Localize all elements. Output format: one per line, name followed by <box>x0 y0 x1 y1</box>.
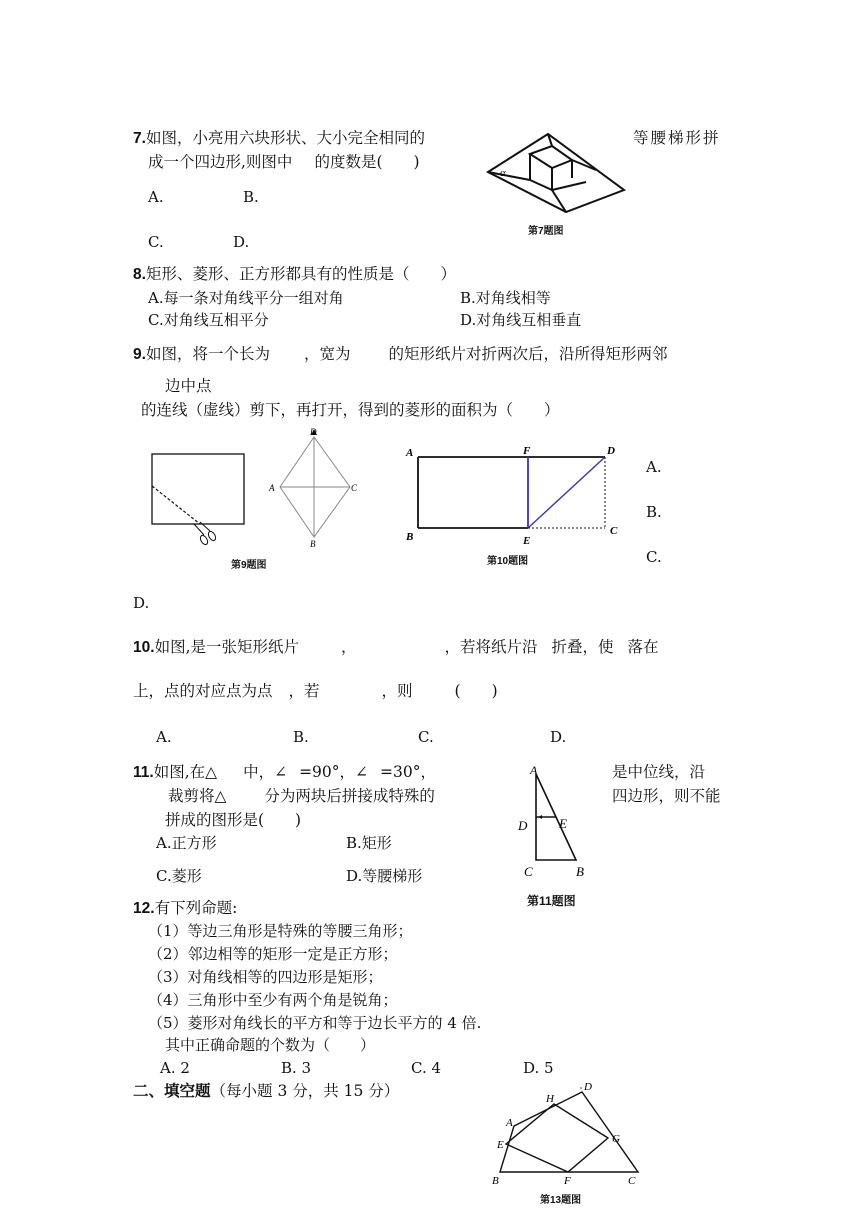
q10-label-c: C <box>610 525 618 537</box>
q7-figure-caption: 第7题图 <box>528 226 564 237</box>
q10-option-b[interactable]: B. <box>293 728 309 746</box>
q13-label-h: H <box>546 1093 554 1105</box>
q10-seg2: ， <box>341 638 357 656</box>
q8-option-a[interactable]: A.每一条对角线平分一组对角 <box>148 289 344 307</box>
q11-figure-caption: 第11题图 <box>527 894 576 908</box>
q7-line2 <box>148 152 420 172</box>
q12-item-1: （1）等边三角形是特殊的等腰三角形； <box>148 922 413 940</box>
q10-line1 <box>133 637 659 658</box>
scissors-icon <box>194 522 217 546</box>
q11-option-d[interactable]: D.等腰梯形 <box>346 867 423 885</box>
q7-option-d[interactable]: D. <box>233 233 250 251</box>
q9-figure-caption: 第9题图 <box>231 560 267 571</box>
q13-label-f: F <box>564 1175 571 1187</box>
q9-label-d: D <box>310 427 317 437</box>
q10-seg1: 如图,是一张矩形纸片 <box>154 638 299 656</box>
q10-label-d: D <box>607 445 615 457</box>
q9-seg2: ，宽为 <box>303 345 351 363</box>
q7-line1 <box>133 128 425 149</box>
q9-seg3: 的矩形纸片对折两次后，沿所得矩形两邻 <box>388 345 668 363</box>
q13-label-d: D <box>584 1081 592 1093</box>
q10-seg5: 落在 <box>627 638 659 656</box>
q7-figure <box>486 132 626 216</box>
q11-line2-right: 四边形，则不能 <box>612 787 721 805</box>
q8-option-c[interactable]: C.对角线互相平分 <box>148 311 269 329</box>
q12-ask: 其中正确命题的个数为（ ） <box>165 1036 376 1054</box>
q13-label-g: G <box>612 1133 620 1145</box>
q9-figure-rhombus <box>268 425 363 550</box>
q7-option-a[interactable]: A. <box>148 188 164 206</box>
q11-seg4: =30°， <box>380 763 436 781</box>
fig10-option-c[interactable]: C. <box>646 548 662 566</box>
q12-option-c[interactable]: C. 4 <box>411 1059 442 1077</box>
q12-item-5: （5）菱形对角线长的平方和等于边长平方的 4 倍. <box>148 1014 482 1032</box>
q11-option-b[interactable]: B.矩形 <box>346 834 392 852</box>
q11-label-d: D <box>518 818 528 833</box>
q13-label-c: C <box>628 1175 636 1187</box>
q13-label-a: A <box>506 1117 513 1129</box>
q10-seg4: 折叠，使 <box>551 638 614 656</box>
q11-option-a[interactable]: A.正方形 <box>156 834 217 852</box>
q12-option-d[interactable]: D. 5 <box>523 1059 554 1077</box>
q11-line3: 拼成的图形是( ) <box>165 811 302 829</box>
q13-figure-caption: 第13题图 <box>540 1195 582 1206</box>
q8-stem <box>133 264 456 285</box>
q11-label-c: C <box>524 864 533 879</box>
q7-line1-right: 等腰梯形拼 <box>633 129 721 147</box>
q9-number: 9. <box>133 346 146 363</box>
q13-figure <box>488 1078 648 1186</box>
q9-seg1: 如图，将一个长为 <box>145 345 270 363</box>
q12-item-2: （2）邻边相等的矩形一定是正方形； <box>148 945 398 963</box>
q10-label-e: E <box>523 535 531 547</box>
q9-line1 <box>133 344 667 365</box>
q10-line2d: ( ) <box>454 682 498 700</box>
section-2-note: （每小题 3 分，共 15 分） <box>210 1082 400 1100</box>
q12-number: 12. <box>133 900 155 917</box>
q8-text: 矩形、菱形、正方形都具有的性质是（ ） <box>145 265 456 283</box>
fig10-option-d[interactable]: D. <box>133 594 150 612</box>
q8-option-d[interactable]: D.对角线互相垂直 <box>460 311 582 329</box>
q12-text: 有下列命题: <box>154 899 238 917</box>
q11-figure <box>514 762 594 882</box>
q7-number: 7. <box>133 130 146 147</box>
q13-label-e: E <box>497 1139 504 1151</box>
q10-line2 <box>133 681 498 701</box>
q12-stem <box>133 898 237 919</box>
q9-line2: 边中点 <box>165 377 212 395</box>
q11-line1-right: 是中位线，沿 <box>612 763 706 781</box>
q11-line2b: 分为两块后拼接成特殊的 <box>264 787 435 805</box>
q7-angle-label: α <box>500 167 506 179</box>
q11-line2a: 裁剪将△ <box>168 787 227 805</box>
q9-line3: 的连线（虚线）剪下，再打开，得到的菱形的面积为（ ） <box>141 401 560 419</box>
q9-label-b: B <box>310 539 316 549</box>
q8-option-b[interactable]: B.对角线相等 <box>460 289 551 307</box>
q12-item-3: （3）对角线相等的四边形是矩形； <box>148 968 383 986</box>
fig10-option-a[interactable]: A. <box>646 458 662 476</box>
q7-text-2b: 的度数是( ) <box>314 153 420 171</box>
fig10-option-b[interactable]: B. <box>646 503 662 521</box>
q11-seg3: =90°，∠ <box>299 763 369 781</box>
q11-seg1: 如图,在△ <box>153 763 218 781</box>
q10-option-d[interactable]: D. <box>550 728 567 746</box>
q7-option-c[interactable]: C. <box>148 233 164 251</box>
section-2-heading <box>133 1081 399 1101</box>
q7-text-2a: 成一个四边形,则图中 <box>148 153 293 171</box>
q7-text-1: 如图，小亮用六块形状、大小完全相同的 <box>145 129 425 147</box>
q9-label-c: C <box>351 483 358 493</box>
q11-line1 <box>133 762 436 783</box>
q11-label-b: B <box>576 864 584 879</box>
q12-option-a[interactable]: A. 2 <box>160 1059 190 1077</box>
q10-figure-caption: 第10题图 <box>487 556 529 567</box>
q9-label-a: A <box>269 483 275 493</box>
q8-number: 8. <box>133 266 146 283</box>
q10-number: 10. <box>133 639 155 656</box>
q12-option-b[interactable]: B. 3 <box>281 1059 312 1077</box>
q10-label-f: F <box>523 445 531 457</box>
q10-option-c[interactable]: C. <box>418 728 434 746</box>
q10-seg3: ，若将纸片沿 <box>444 638 538 656</box>
q11-label-e: E <box>559 816 567 831</box>
q11-label-a: A <box>530 763 538 777</box>
q10-line2c: ，则 <box>381 682 413 700</box>
q12-item-4: （4）三角形中至少有两个角是锐角； <box>148 991 398 1009</box>
q11-line2 <box>168 786 435 806</box>
q13-label-b: B <box>492 1175 499 1187</box>
q10-label-a: A <box>406 447 414 459</box>
q11-number: 11. <box>133 764 154 781</box>
q10-option-a[interactable]: A. <box>156 728 172 746</box>
q10-line2a: 上，点的对应点为点 <box>133 682 273 700</box>
q7-option-b[interactable]: B. <box>243 188 259 206</box>
q11-seg2: 中，∠ <box>243 763 288 781</box>
q11-option-c[interactable]: C.菱形 <box>156 867 202 885</box>
section-2-title: 二、填空题 <box>133 1081 211 1100</box>
q10-figure <box>404 444 624 548</box>
q9-figure-paper <box>150 452 250 548</box>
q10-label-b: B <box>406 531 414 543</box>
q10-line2b: ，若 <box>288 682 320 700</box>
